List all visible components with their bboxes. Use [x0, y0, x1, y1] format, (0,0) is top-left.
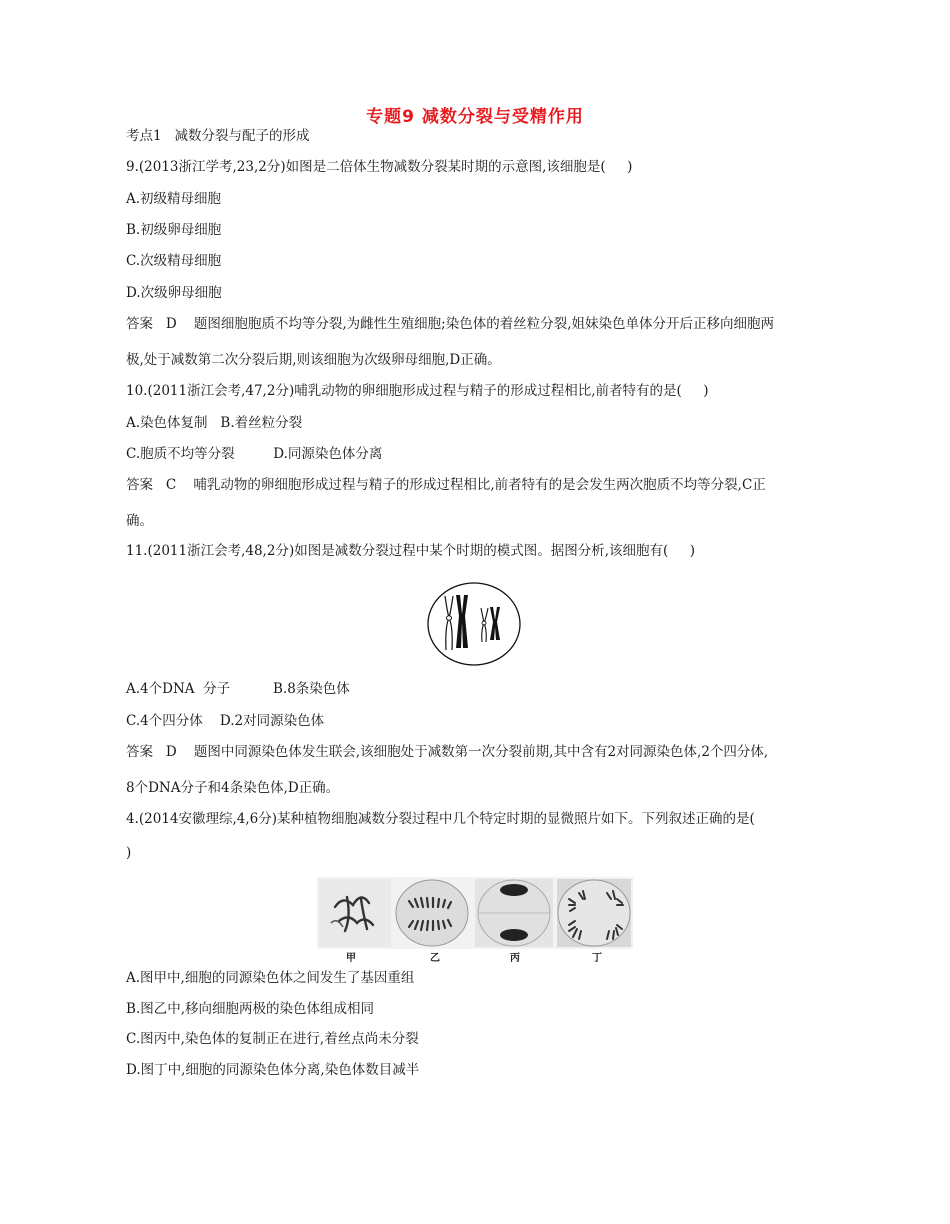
q4-option-c: C.图丙中,染色体的复制正在进行,着丝点尚未分裂 [126, 1031, 419, 1047]
micrograph-ding [557, 879, 631, 947]
q4-stem-end: ) [126, 845, 132, 861]
meiosis-cell-diagram [426, 580, 522, 668]
q10-options-cd: C.胞质不均等分裂 D.同源染色体分离 [126, 446, 383, 462]
q11-answer-line1: 答案 D 题图中同源染色体发生联会,该细胞处于减数第一次分裂前期,其中含有2对同源染色体,2个四分体, [126, 744, 769, 760]
caption-jia: 甲 [346, 953, 356, 964]
caption-ding: 丁 [592, 953, 602, 964]
caption-bing: 丙 [510, 953, 520, 964]
micrograph-strip [317, 877, 633, 949]
page-title: 专题9 减数分裂与受精作用 [366, 107, 584, 127]
q10-answer-line1: 答案 C 哺乳动物的卵细胞形成过程与精子的形成过程相比,前者特有的是会发生两次胞质不均等分裂,C正 [126, 477, 766, 493]
q11-options-cd: C.4个四分体 D.2对同源染色体 [126, 713, 325, 729]
q9-answer-line1: 答案 D 题图细胞胞质不均等分裂,为雌性生殖细胞;染色体的着丝粒分裂,姐妹染色单体分开后正移向细胞两 [126, 316, 774, 332]
q9-option-b: B.初级卵母细胞 [126, 222, 222, 238]
caption-yi: 乙 [430, 953, 440, 964]
q10-stem: 10.(2011浙江会考,47,2分)哺乳动物的卵细胞形成过程与精子的形成过程相比,前者特有的是( ) [126, 383, 709, 399]
q11-options-ab: A.4个DNA 分子 B.8条染色体 [126, 681, 350, 697]
q4-option-d: D.图丁中,细胞的同源染色体分离,染色体数目减半 [126, 1062, 420, 1078]
q9-option-c: C.次级精母细胞 [126, 253, 222, 269]
q11-answer-line2: 8个DNA分子和4条染色体,D正确。 [126, 780, 340, 796]
q9-stem: 9.(2013浙江学考,23,2分)如图是二倍体生物减数分裂某时期的示意图,该细胞是( ) [126, 159, 633, 175]
q9-answer-line2: 极,处于减数第二次分裂后期,则该细胞为次级卵母细胞,D正确。 [126, 352, 501, 368]
q4-stem: 4.(2014安徽理综,4,6分)某种植物细胞减数分裂过程中几个特定时期的显微照片如下。下列叙述正确的是( [126, 811, 755, 827]
q11-stem: 11.(2011浙江会考,48,2分)如图是减数分裂过程中某个时期的模式图。据图分析,该细胞有( ) [126, 543, 695, 559]
q9-option-a: A.初级精母细胞 [126, 191, 222, 207]
q9-option-d: D.次级卵母细胞 [126, 285, 222, 301]
q10-options-ab: A.染色体复制 B.着丝粒分裂 [126, 415, 303, 431]
micrograph-jia [319, 879, 391, 947]
micrograph-bing [475, 879, 553, 947]
q4-option-b: B.图乙中,移向细胞两极的染色体组成相同 [126, 1001, 375, 1017]
q10-answer-line2: 确。 [126, 513, 153, 529]
q4-option-a: A.图甲中,细胞的同源染色体之间发生了基因重组 [126, 970, 415, 986]
micrograph-yi [396, 880, 468, 946]
section-heading: 考点1 减数分裂与配子的形成 [126, 128, 310, 144]
